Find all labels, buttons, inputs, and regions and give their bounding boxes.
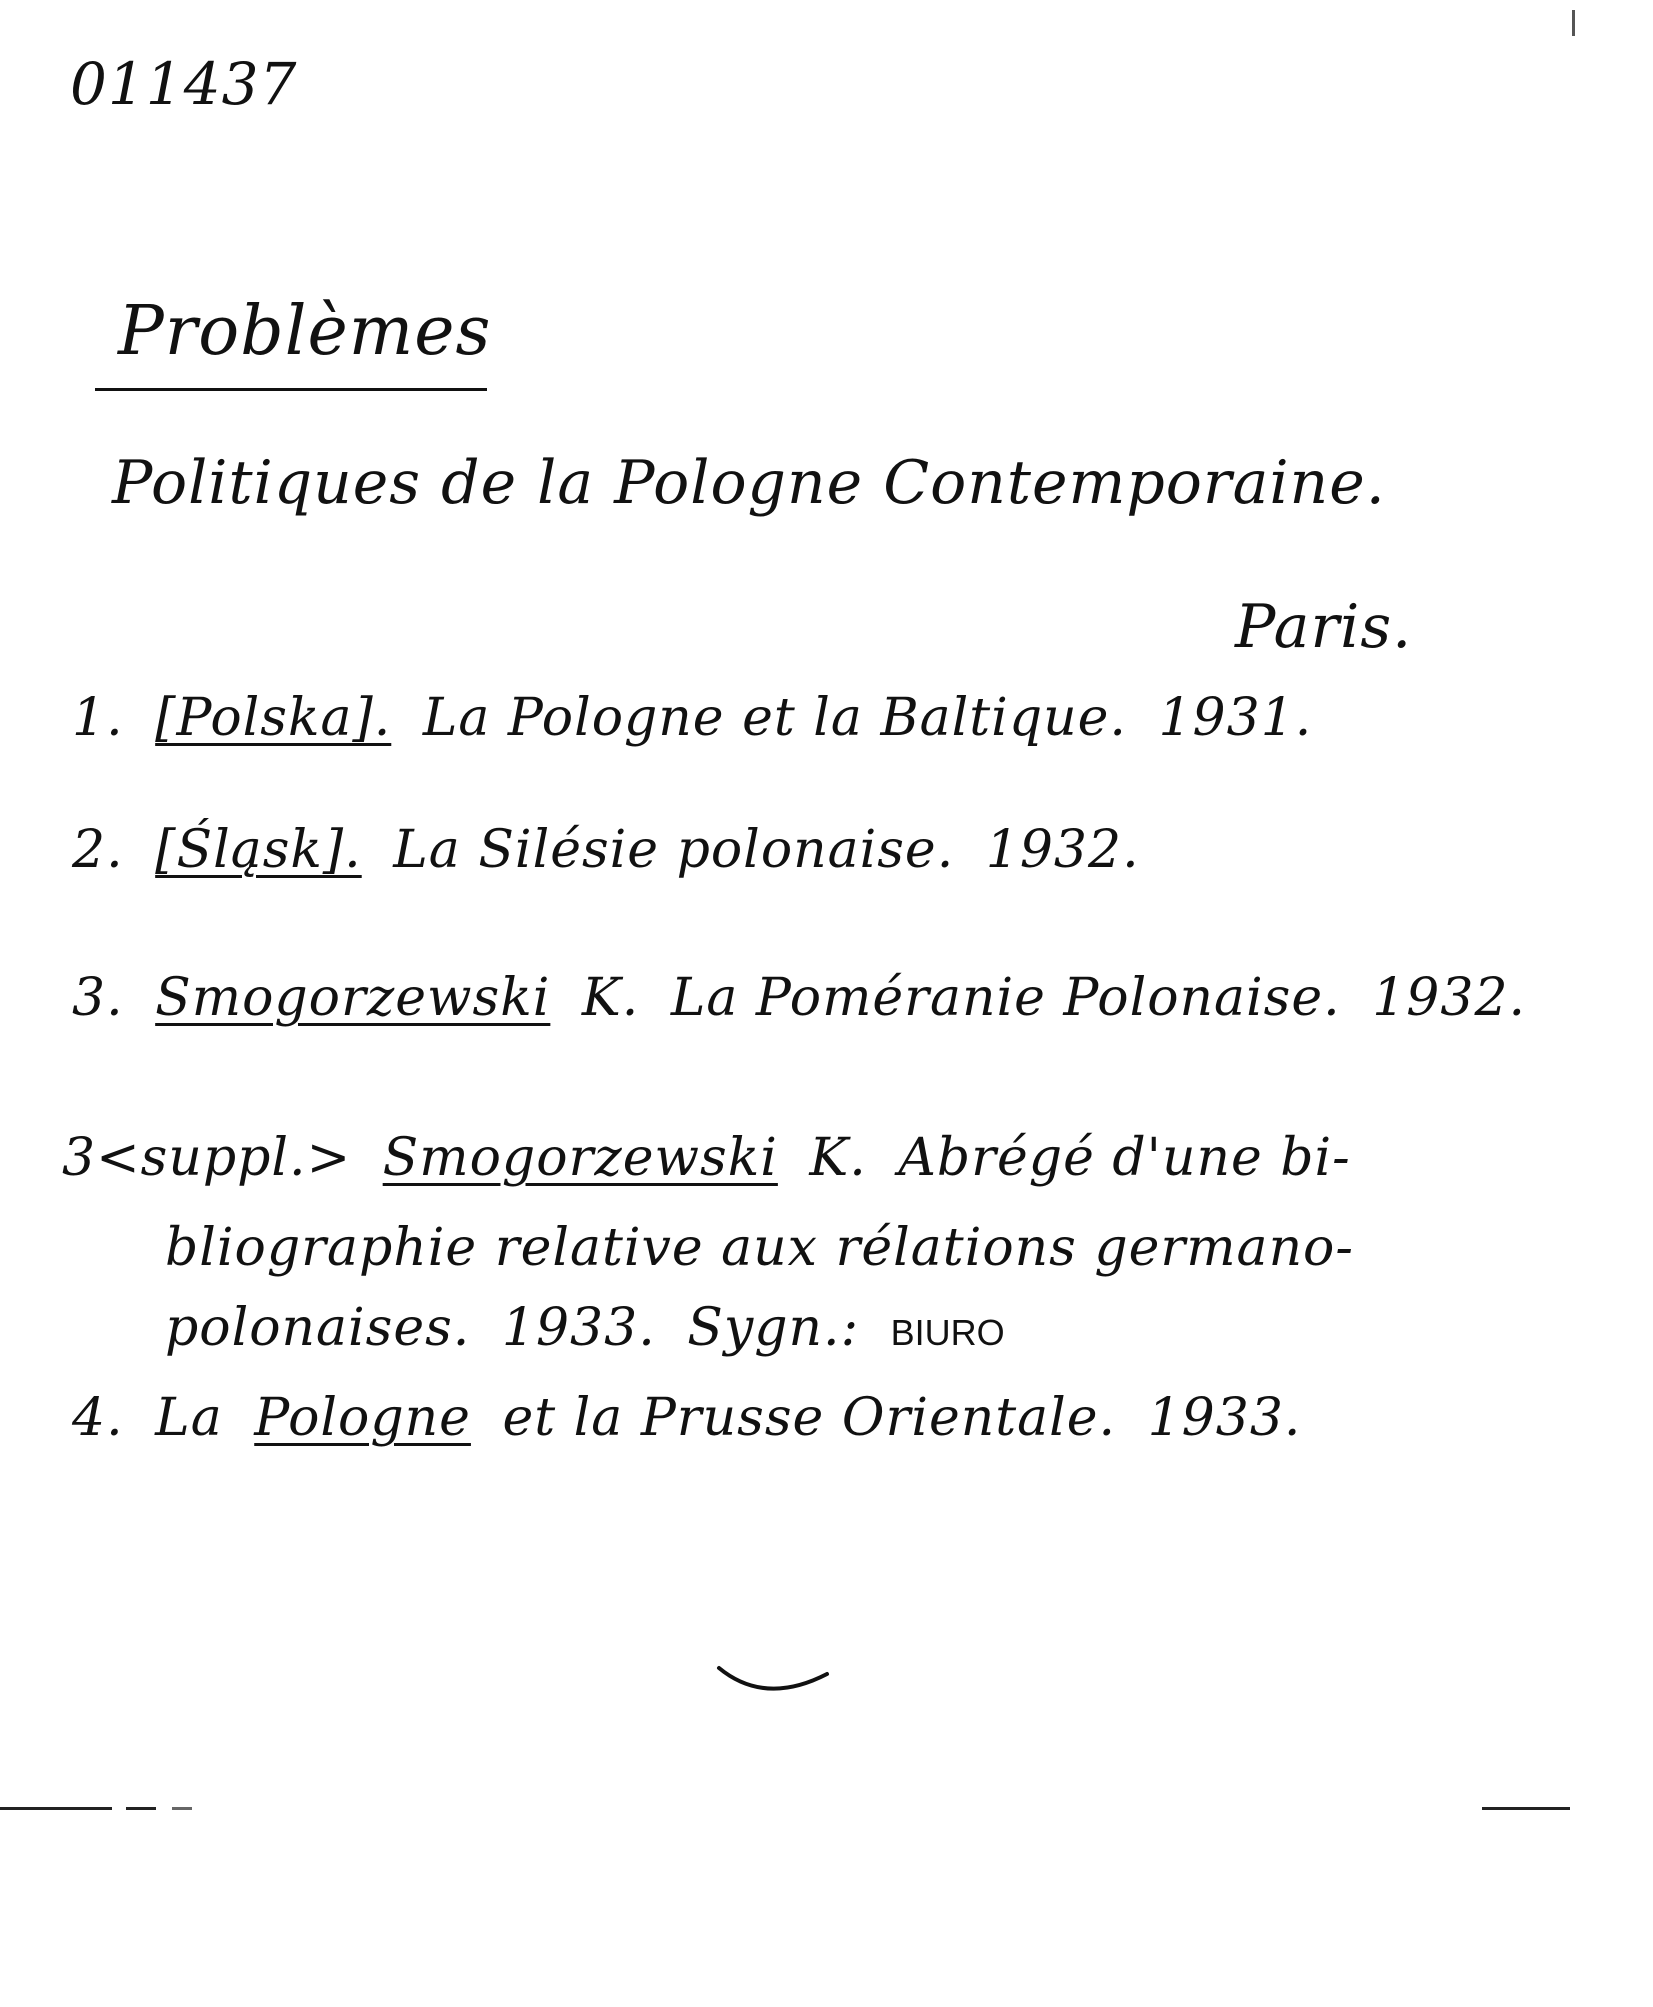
catalog-number: 011437 <box>70 50 298 118</box>
signature-stamp: BIURO <box>890 1312 1005 1353</box>
entry-author: [Polska]. <box>155 688 392 748</box>
entry-4 <box>72 1388 1301 1448</box>
entry-2 <box>72 820 1140 880</box>
subtitle: Politiques de la Pologne Contemporaine. <box>112 448 1386 518</box>
entry-year: 1932. <box>985 820 1140 880</box>
entry-3-supplement-line1 <box>62 1128 1351 1188</box>
title-word: Problèmes <box>118 292 492 371</box>
place: Paris. <box>1235 592 1413 662</box>
entry-3-supplement-line2: bliographie relative aux rélations germano- <box>165 1218 1354 1278</box>
entry-3 <box>72 968 1526 1028</box>
signature-label: Sygn.: <box>687 1298 860 1358</box>
bottom-rule-right <box>1482 1807 1570 1810</box>
entry-author: Pologne <box>254 1388 471 1448</box>
entry-year: 1933. <box>501 1298 656 1358</box>
entry-year: 1931. <box>1158 688 1313 748</box>
entry-initial: K. <box>581 968 640 1028</box>
entry-title-end: polonaises. <box>165 1298 471 1358</box>
entry-article: La <box>155 1388 223 1448</box>
bottom-rule-dash <box>172 1807 192 1810</box>
bottom-rule-dash <box>126 1807 156 1810</box>
entry-title: La Poméranie Polonaise. <box>670 968 1341 1028</box>
entry-year: 1933. <box>1147 1388 1302 1448</box>
title-underline <box>95 388 487 391</box>
entry-author: [Śląsk]. <box>155 820 362 880</box>
entry-author: Smogorzewski <box>382 1128 778 1188</box>
entry-title: et la Prusse Orientale. <box>502 1388 1117 1448</box>
entry-title: La Pologne et la Baltique. <box>422 688 1127 748</box>
entry-number: 3. <box>72 968 124 1028</box>
edge-tick-mark <box>1572 10 1575 36</box>
entry-title: Abrégé d'une bi- <box>898 1128 1351 1188</box>
entry-number: 4. <box>72 1388 124 1448</box>
entry-number: 3<suppl.> <box>62 1128 352 1188</box>
entry-number: 1. <box>72 688 124 748</box>
entry-author: Smogorzewski <box>155 968 551 1028</box>
entry-3-supplement-line3 <box>165 1298 1005 1358</box>
curve-mark <box>715 1660 835 1710</box>
entry-year: 1932. <box>1372 968 1527 1028</box>
entry-number: 2. <box>72 820 124 880</box>
entry-title: La Silésie polonaise. <box>393 820 955 880</box>
entry-initial: K. <box>809 1128 867 1188</box>
bottom-rule-left <box>0 1807 112 1810</box>
entry-1 <box>72 688 1312 748</box>
